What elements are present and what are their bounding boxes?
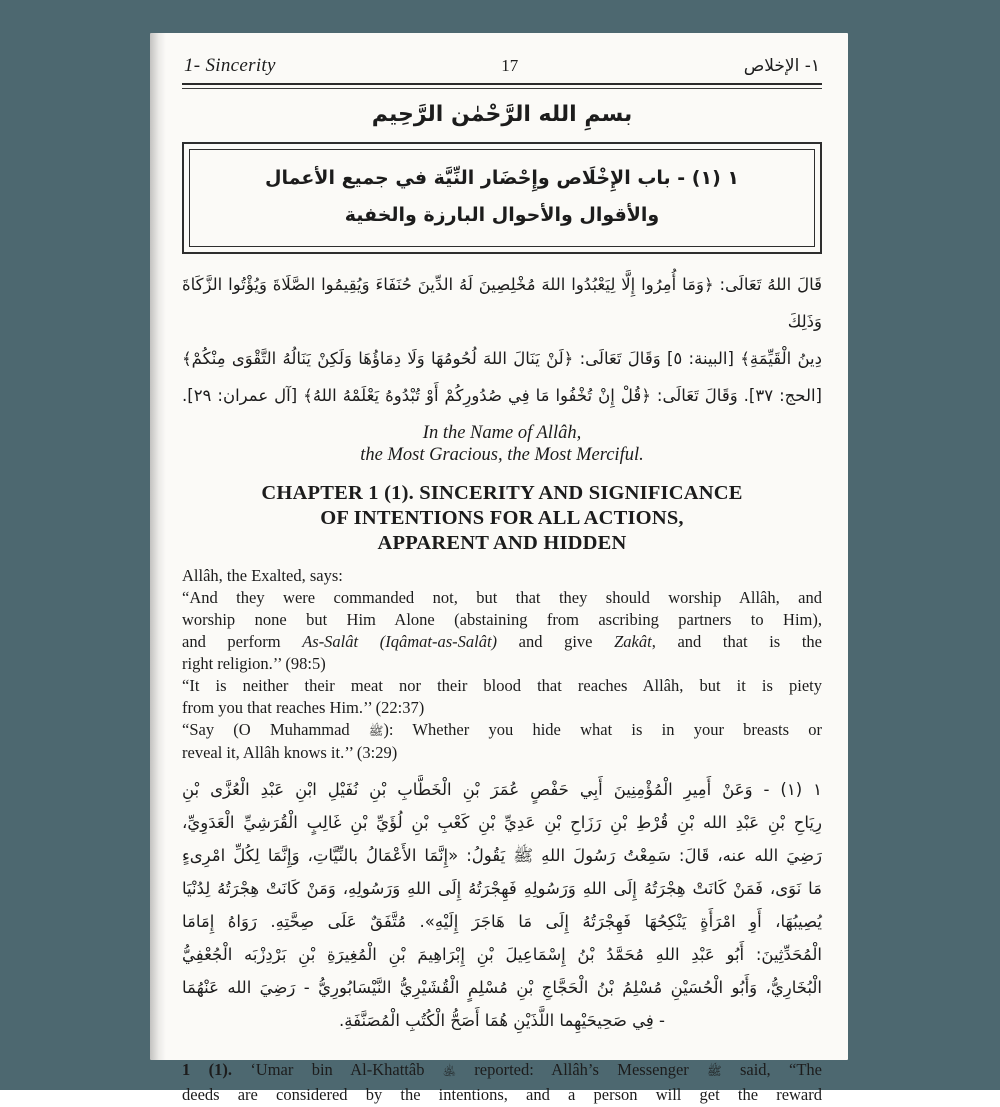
body-line: “Say (O Muhammad ﷺ): Whether you hide what is in your breasts or [182,720,822,739]
body-line: “And they were commanded not, but that they should worship Allâh, and [182,588,822,607]
chapter-title-ar-line1: ١ (١) - باب الإِخْلَاص وإِحْضَار النِّيَّة في جميع الأعمال [264,167,740,189]
hadith-ar-line: الْبُخَارِيُّ، وَأَبُو الْحُسَيْنِ مُسْلِمُ بْنُ الْحَجَّاجِ بْنِ مُسْلِمٍ الْقُشَيْرِيُّ النَّيْسَابُورِيُّ - رَضِيَ الله عَنْهُمَا [182,978,822,997]
body-line: Allâh, the Exalted, says: [182,566,343,585]
hadith-ar-line: مَا نَوَى، فَمَنْ كَانَتْ هِجْرَتُهُ إِلَى اللهِ وَرَسُولِهِ فَهِجْرَتُهُ إِلَى اللهِ وَرَسُولِهِ، وَمَنْ كَانَتْ هِجْرَتُهُ لِدُنْيَا [182,879,822,898]
hadith-en-line: deeds are considered by the intentions, and a person will get the reward [182,1085,822,1104]
body-line: worship none but Him Alone (abstaining from ascribing partners to Him), [182,610,822,629]
hadith-arabic [182,773,822,1037]
honorific-seal-icon: ﷺ [368,724,384,738]
hadith-ar-line: الْمُحَدِّثِينَ: أَبُو عَبْدِ اللهِ مُحَمَّدُ بْنُ إِسْمَاعِيلَ بْنِ إِبْرَاهِيمَ بْنِ الْمُغِيرَةِ بْنِ بَرْدِزْبَه الْجُعْفِيُّ [182,945,822,964]
verse-line: قَالَ اللهُ تَعَالَى: ﴿وَمَا أُمِرُوا إِلَّا لِيَعْبُدُوا اللهَ مُخْلِصِينَ لَهُ الدِّينَ حُنَفَاءَ وَيُقِيمُوا الصَّلَاةَ وَيُؤْتُوا الزَّكَاةَ وَذَلِكَ [182,275,822,331]
basmala-translation-line1: In the Name of Allâh, [422,423,582,443]
verse-line: دِينُ الْقَيِّمَةِ﴾ [البينة: ٥] وَقَالَ تَعَالَى: ﴿لَنْ يَنَالَ اللهَ لُحُومُهَا وَلَا دِمَاؤُهَا وَلَكِنْ يَنَالُهُ التَّقْوَى مِنْكُمْ﴾ [182,349,823,368]
hadith-ar-line: يُصِيبُهَا، أَوِ امْرَأَةٍ يَنْكِحُهَا فَهِجْرَتُهُ إِلَى مَا هَاجَرَ إِلَيْهِ». مُتَّفَقٌ عَلَى صِحَّتِهِ. رَوَاهُ إِمَامَا [182,912,822,931]
quran-verses-arabic [182,266,822,414]
honorific-seal-icon: ﷺ [707,1064,722,1078]
body-line: right religion.’’ (98:5) [182,654,326,673]
hadith-ar-line: رِيَاحِ بْنِ عَبْدِ الله بْنِ قُرْطِ بْنِ رَزَاحِ بْنِ عَدِيِّ بْنِ كَعْبِ بْنِ لُؤَيِّ بْنِ غَالِبٍ الْقُرَشِيِّ الْعَدَوِيِّ، [182,813,822,832]
basmala-translation [182,422,822,466]
hadith-ar-line: ١ (١) - وَعَنْ أَمِيرِ الْمُؤْمِنِينَ أَبِي حَفْصٍ عُمَرَ بْنِ الْخَطَّابِ بْنِ نُفَيْلِ ابْنِ عَبْدِ الْعُزَّى بْنِ [182,780,822,799]
basmala-translation-line2: the Most Gracious, the Most Merciful. [360,445,644,465]
page-number: 17 [501,56,519,75]
body-line: reveal it, Allâh knows it.’’ (3:29) [182,743,398,762]
chapter-heading-en [182,481,822,556]
book-page [150,33,848,1104]
chapter-title-box [182,142,822,254]
hadith-ar-line: رَضِيَ الله عنه، قَالَ: سَمِعْتُ رَسُولَ اللهِ ﷺ يَقُولُ: «إِنَّمَا الأَعْمَالُ بالنِّيَّاتِ، وَإِنَّمَا لِكُلِّ امْرِىءٍ [182,846,822,865]
chapter-heading-line2: OF INTENTIONS FOR ALL ACTIONS, [320,507,684,529]
honorific-seal-icon: ﵁ [442,1064,456,1078]
hadith-translation-en [182,1058,822,1107]
header-chapter-title-ar: ١- الإخلاص [743,56,820,76]
running-header [182,53,822,83]
chapter-title-ar-line2: والأقوال والأحوال البارزة والخفية [344,204,660,226]
hadith-en-line: 1 (1). ‘Umar bin Al-Khattâb ﵁ reported: Allâh’s Messenger ﷺ said, “The [182,1060,822,1079]
header-rule-thin [182,88,822,89]
chapter-title-box-inner [189,149,815,247]
chapter-heading-line1: CHAPTER 1 (1). SINCERITY AND SIGNIFICANCE [261,482,743,504]
verses-translation-en [182,565,822,764]
chapter-heading-line3: APPARENT AND HIDDEN [377,532,627,554]
body-line: from you that reaches Him.’’ (22:37) [182,698,425,717]
verse-line: [الحج: ٣٧]. وَقَالَ تَعَالَى: ﴿قُلْ إِنْ تُخْفُوا مَا فِي صُدُورِكُمْ أَوْ تُبْدُوهُ يَعْلَمْهُ اللهُ﴾ [آل عمران: ٢٩]. [182,386,822,405]
body-line: and perform As-Salât (Iqâmat-as-Salât) and give Zakât, and that is the [182,632,823,651]
page-content [150,33,848,1107]
body-line: “It is neither their meat nor their blood that reaches Allâh, but it is piety [182,676,822,695]
header-rule-thick [182,83,822,85]
bismillah-arabic: بسمِ الله الرَّحْمٰن الرَّحِيم [371,102,633,127]
hadith-ar-line: - فِي صَحِيحَيْهِما اللَّذَيْنِ هُمَا أَصَحُّ الْكُتُبِ الْمُصَنَّفَةِ. [339,1011,665,1030]
header-chapter-title-en: 1- Sincerity [184,55,276,76]
